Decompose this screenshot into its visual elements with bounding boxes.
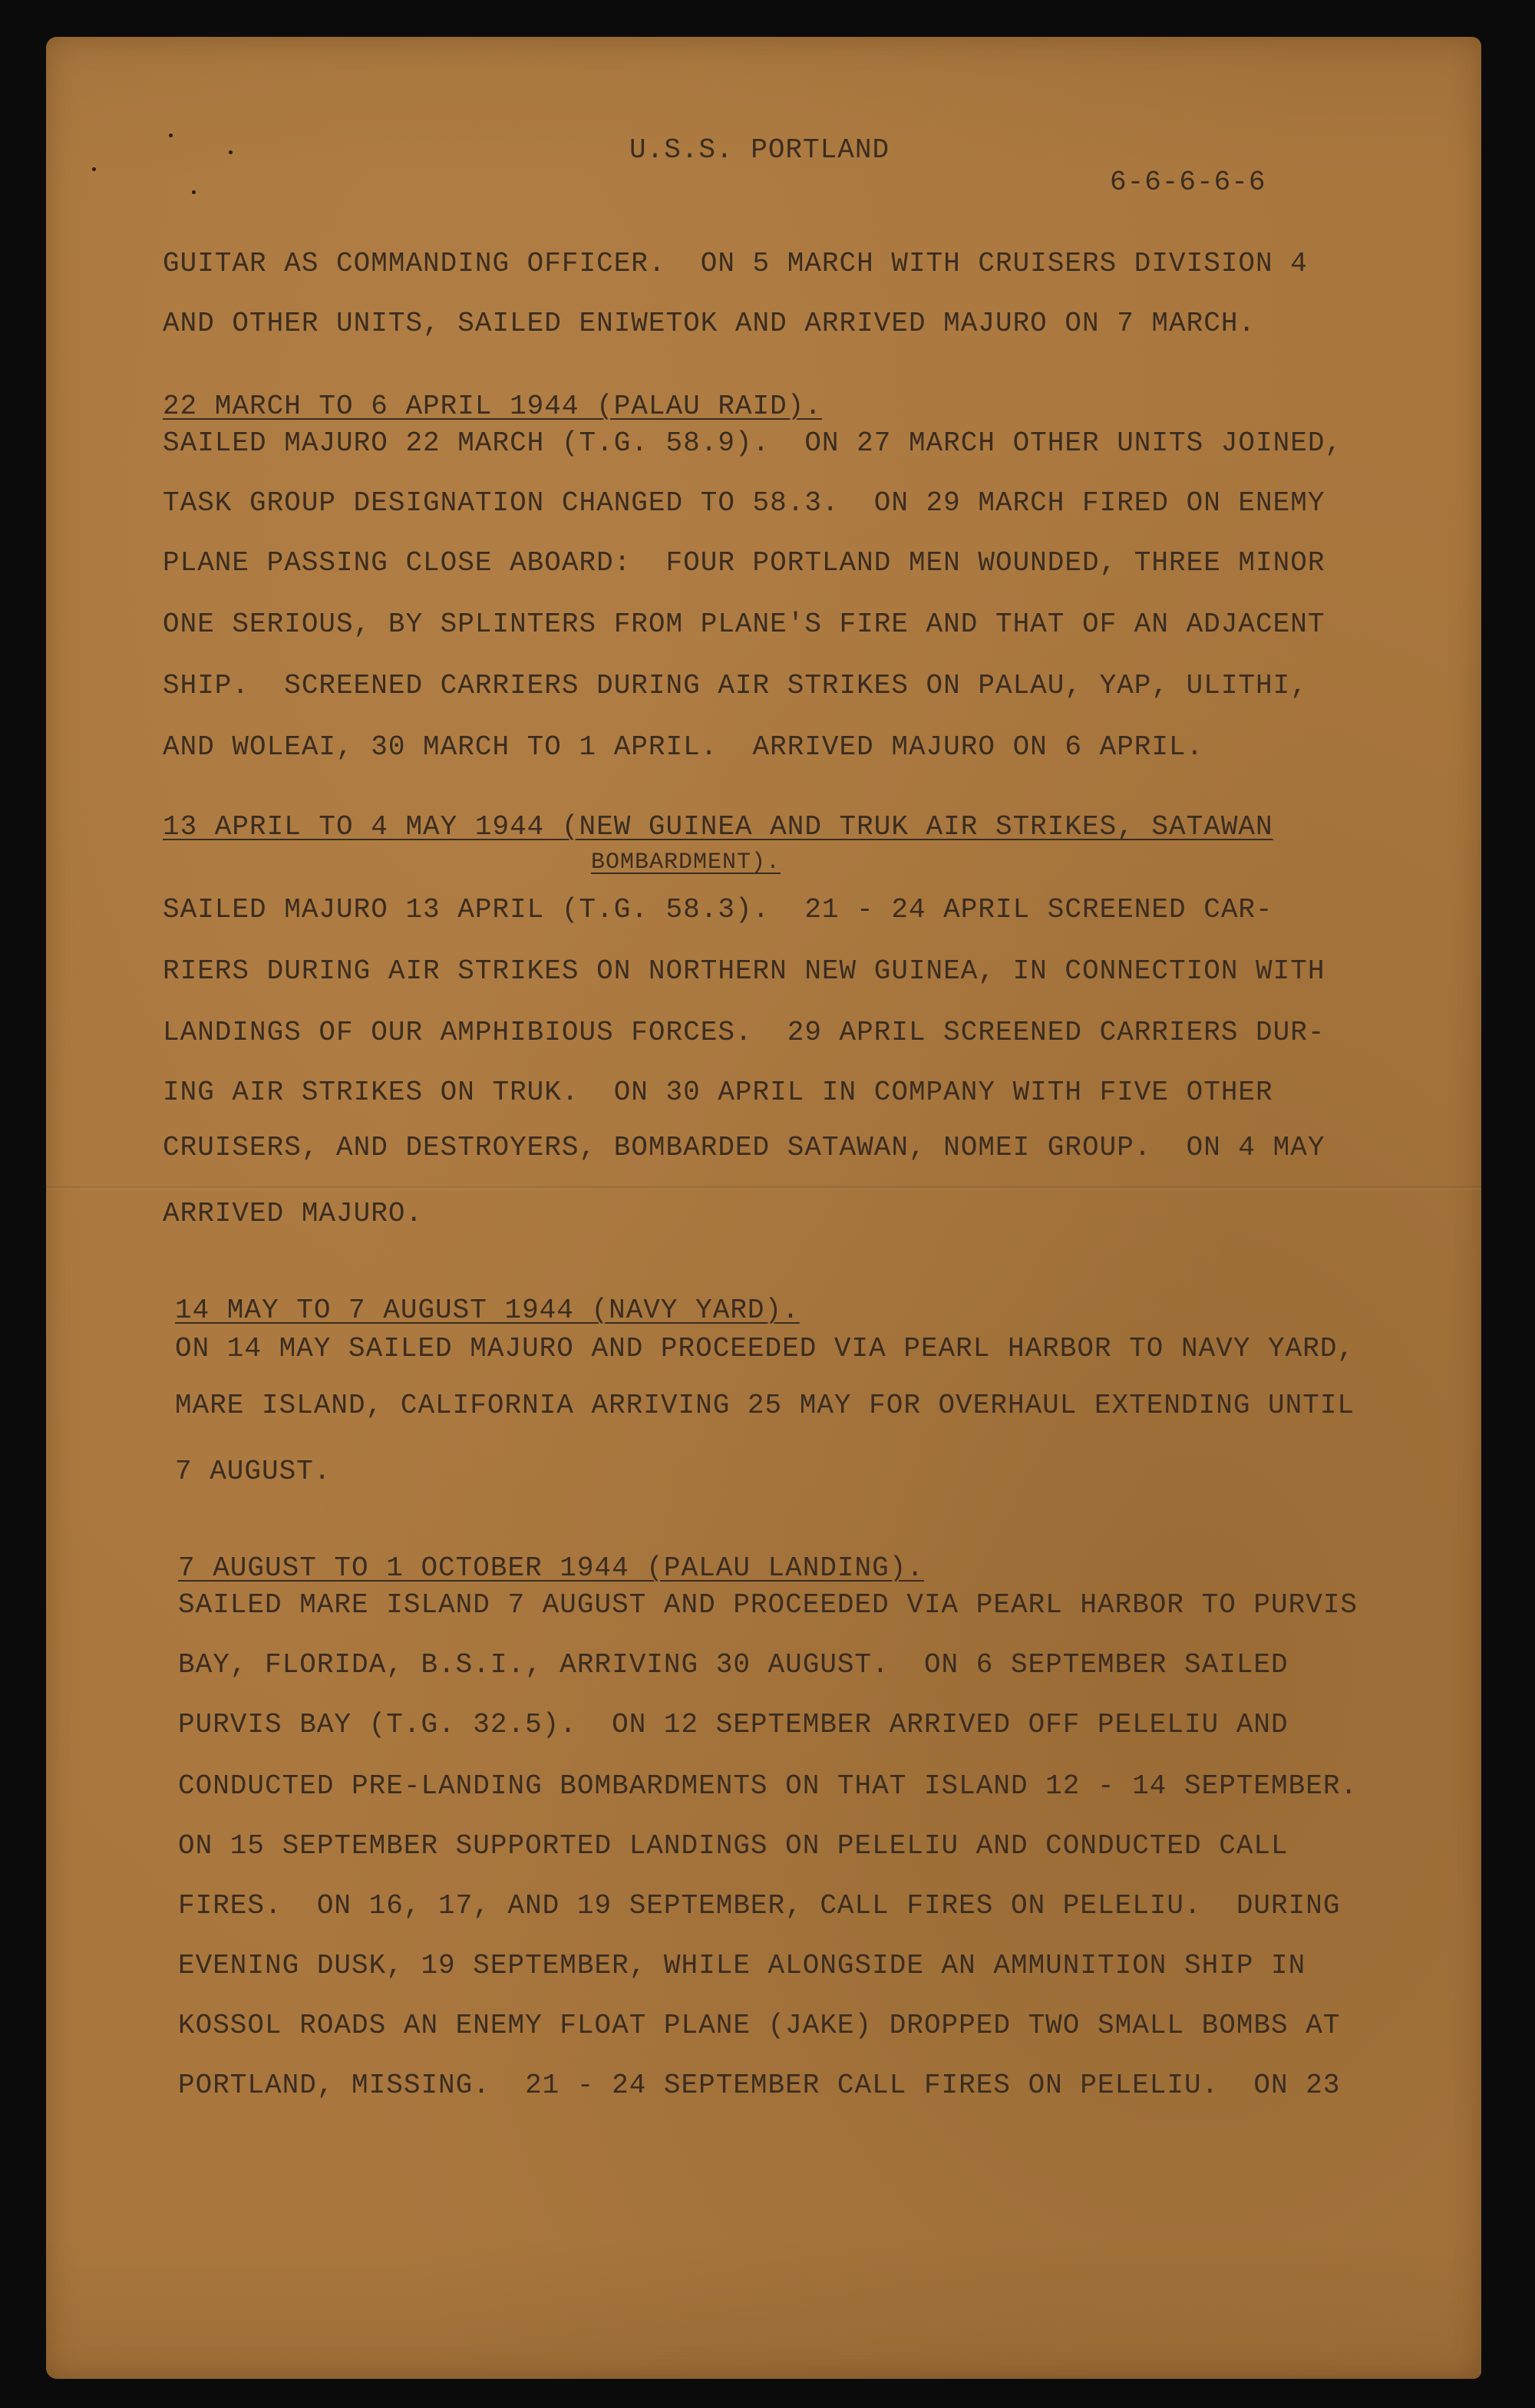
paper-fold	[46, 1186, 1481, 1189]
intro-line: AND OTHER UNITS, SAILED ENIWETOK AND ARRIVED MAJURO ON 7 MARCH.	[163, 308, 1256, 339]
section-line: PURVIS BAY (T.G. 32.5). ON 12 SEPTEMBER ARRIVED OFF PELELIU AND	[178, 1709, 1289, 1740]
section-line: FIRES. ON 16, 17, AND 19 SEPTEMBER, CALL FIRES ON PELELIU. DURING	[178, 1890, 1341, 1921]
section-line: SAILED MAJURO 13 APRIL (T.G. 58.3). 21 - 24 APRIL SCREENED CAR-	[163, 894, 1273, 925]
section-heading: 14 MAY TO 7 AUGUST 1944 (NAVY YARD).	[175, 1295, 800, 1326]
intro-line: GUITAR AS COMMANDING OFFICER. ON 5 MARCH WITH CRUISERS DIVISION 4	[163, 248, 1308, 279]
section-line: CONDUCTED PRE-LANDING BOMBARDMENTS ON THAT ISLAND 12 - 14 SEPTEMBER.	[178, 1770, 1358, 1802]
section-line: ING AIR STRIKES ON TRUK. ON 30 APRIL IN COMPANY WITH FIVE OTHER	[163, 1077, 1273, 1108]
section-heading: 22 MARCH TO 6 APRIL 1944 (PALAU RAID).	[163, 391, 822, 422]
section-heading: 7 AUGUST TO 1 OCTOBER 1944 (PALAU LANDING).	[178, 1552, 924, 1584]
section-line: EVENING DUSK, 19 SEPTEMBER, WHILE ALONGSIDE AN AMMUNITION SHIP IN	[178, 1950, 1306, 1981]
section-line: ON 15 SEPTEMBER SUPPORTED LANDINGS ON PELELIU AND CONDUCTED CALL	[178, 1830, 1289, 1862]
ink-speck	[92, 167, 96, 171]
section-line: CRUISERS, AND DESTROYERS, BOMBARDED SATAWAN, NOMEI GROUP. ON 4 MAY	[163, 1132, 1325, 1163]
section-heading: 13 APRIL TO 4 MAY 1944 (NEW GUINEA AND TRUK AIR STRIKES, SATAWAN	[163, 811, 1273, 843]
section-line: PLANE PASSING CLOSE ABOARD: FOUR PORTLAND MEN WOUNDED, THREE MINOR	[163, 547, 1325, 579]
section-line: ON 14 MAY SAILED MAJURO AND PROCEEDED VIA PEARL HARBOR TO NAVY YARD,	[175, 1333, 1355, 1364]
section-line: KOSSOL ROADS AN ENEMY FLOAT PLANE (JAKE) DROPPED TWO SMALL BOMBS AT	[178, 2010, 1341, 2041]
section-line: SHIP. SCREENED CARRIERS DURING AIR STRIKES ON PALAU, YAP, ULITHI,	[163, 670, 1308, 701]
ship-title: U.S.S. PORTLAND	[629, 134, 890, 166]
section-line: SAILED MARE ISLAND 7 AUGUST AND PROCEEDED VIA PEARL HARBOR TO PURVIS	[178, 1589, 1358, 1621]
ink-speck	[169, 134, 173, 137]
section-line: RIERS DURING AIR STRIKES ON NORTHERN NEW GUINEA, IN CONNECTION WITH	[163, 955, 1325, 987]
ink-speck	[229, 150, 233, 154]
section-line: ONE SERIOUS, BY SPLINTERS FROM PLANE'S FIRE AND THAT OF AN ADJACENT	[163, 609, 1325, 640]
section-line: TASK GROUP DESIGNATION CHANGED TO 58.3. ON 29 MARCH FIRED ON ENEMY	[163, 487, 1325, 519]
section-line: 7 AUGUST.	[175, 1456, 332, 1487]
section-line: AND WOLEAI, 30 MARCH TO 1 APRIL. ARRIVED MAJURO ON 6 APRIL.	[163, 731, 1204, 763]
page-code: 6-6-6-6-6	[1110, 167, 1266, 198]
section-heading-continued: BOMBARDMENT).	[591, 849, 781, 876]
section-line: MARE ISLAND, CALIFORNIA ARRIVING 25 MAY FOR OVERHAUL EXTENDING UNTIL	[175, 1390, 1355, 1421]
section-line: BAY, FLORIDA, B.S.I., ARRIVING 30 AUGUST. ON 6 SEPTEMBER SAILED	[178, 1649, 1289, 1681]
section-line: ARRIVED MAJURO.	[163, 1198, 424, 1229]
section-line: LANDINGS OF OUR AMPHIBIOUS FORCES. 29 APRIL SCREENED CARRIERS DUR-	[163, 1017, 1325, 1048]
ink-speck	[192, 190, 196, 194]
section-line: SAILED MAJURO 22 MARCH (T.G. 58.9). ON 27 MARCH OTHER UNITS JOINED,	[163, 427, 1343, 459]
section-line: PORTLAND, MISSING. 21 - 24 SEPTEMBER CALL FIRES ON PELELIU. ON 23	[178, 2070, 1341, 2101]
